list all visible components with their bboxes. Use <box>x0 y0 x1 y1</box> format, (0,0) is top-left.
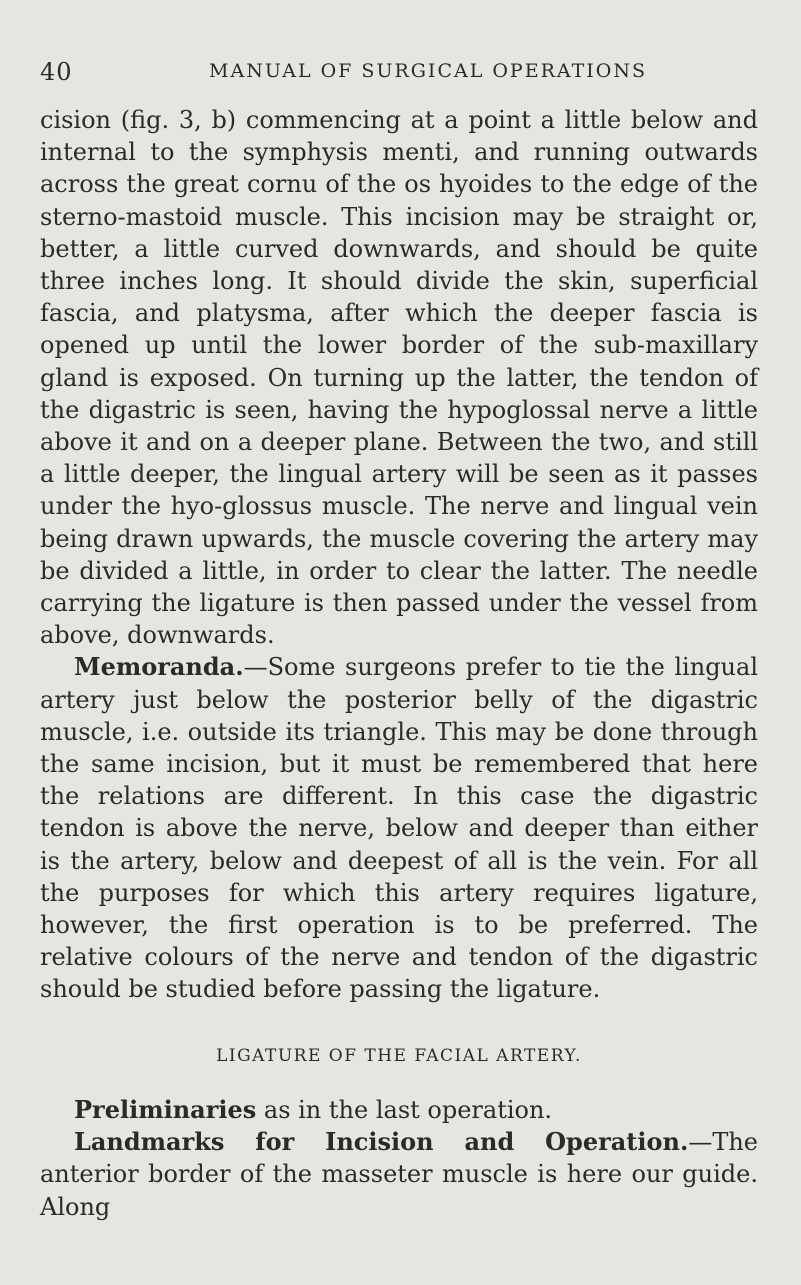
running-head <box>40 58 756 88</box>
landmarks-lead: Landmarks for Incision and Operation. <box>74 1127 689 1157</box>
memoranda-text: —Some surgeons prefer to tie the lingual artery just below the posterior belly of the digastric muscle, i.e. outside its triangle. This may be done through the same incision, but it must be remembered that here the relations are different. In this case the digastric tendon is above the nerve, below and deeper than either is the artery, below and deepest of all is the vein. For all the purposes for which this artery requires ligature, however, the first operation is to be preferred. The relative colours of the nerve and tendon of the digastric should be studied before passing the ligature. <box>40 653 758 1004</box>
paragraph-preliminaries <box>40 1094 758 1126</box>
preliminaries-text: as in the last operation. <box>256 1095 553 1124</box>
paragraph-memoranda <box>40 651 758 1005</box>
section-heading: LIGATURE OF THE FACIAL ARTERY. <box>216 1045 582 1066</box>
running-title: MANUAL OF SURGICAL OPERATIONS <box>209 60 647 82</box>
body-text <box>40 104 758 1223</box>
memoranda-lead: Memoranda. <box>74 652 244 682</box>
preliminaries-lead: Preliminaries <box>74 1094 257 1124</box>
page-number: 40 <box>40 58 73 86</box>
paragraph-landmarks <box>40 1126 758 1223</box>
landmarks-text: —The anterior border of the masseter muscle is here our guide. Along <box>40 1128 758 1221</box>
paragraph-continuation: cision (fig. 3, b) commencing at a point a little below and internal to the symphysis menti, and running outwards across the great cornu of the os hyoides to the edge of the sterno-mastoid muscle. This incision may be straight or, better, a little curved downwards, and should be quite three inches long. It should divide the skin, superficial fascia, and platysma, after which the deeper fascia is opened up until the lower border of the sub-maxillary gland is exposed. On turning up the latter, the tendon of the digastric is seen, having the hypoglossal nerve a little above it and on a deeper plane. Between the two, and still a little deeper, the lingual artery will be seen as it passes under the hyo-glossus muscle. The nerve and lingual vein being drawn upwards, the muscle covering the artery may be divided a little, in order to clear the latter. The needle carrying the ligature is then passed under the vessel from above, downwards. <box>40 106 758 650</box>
